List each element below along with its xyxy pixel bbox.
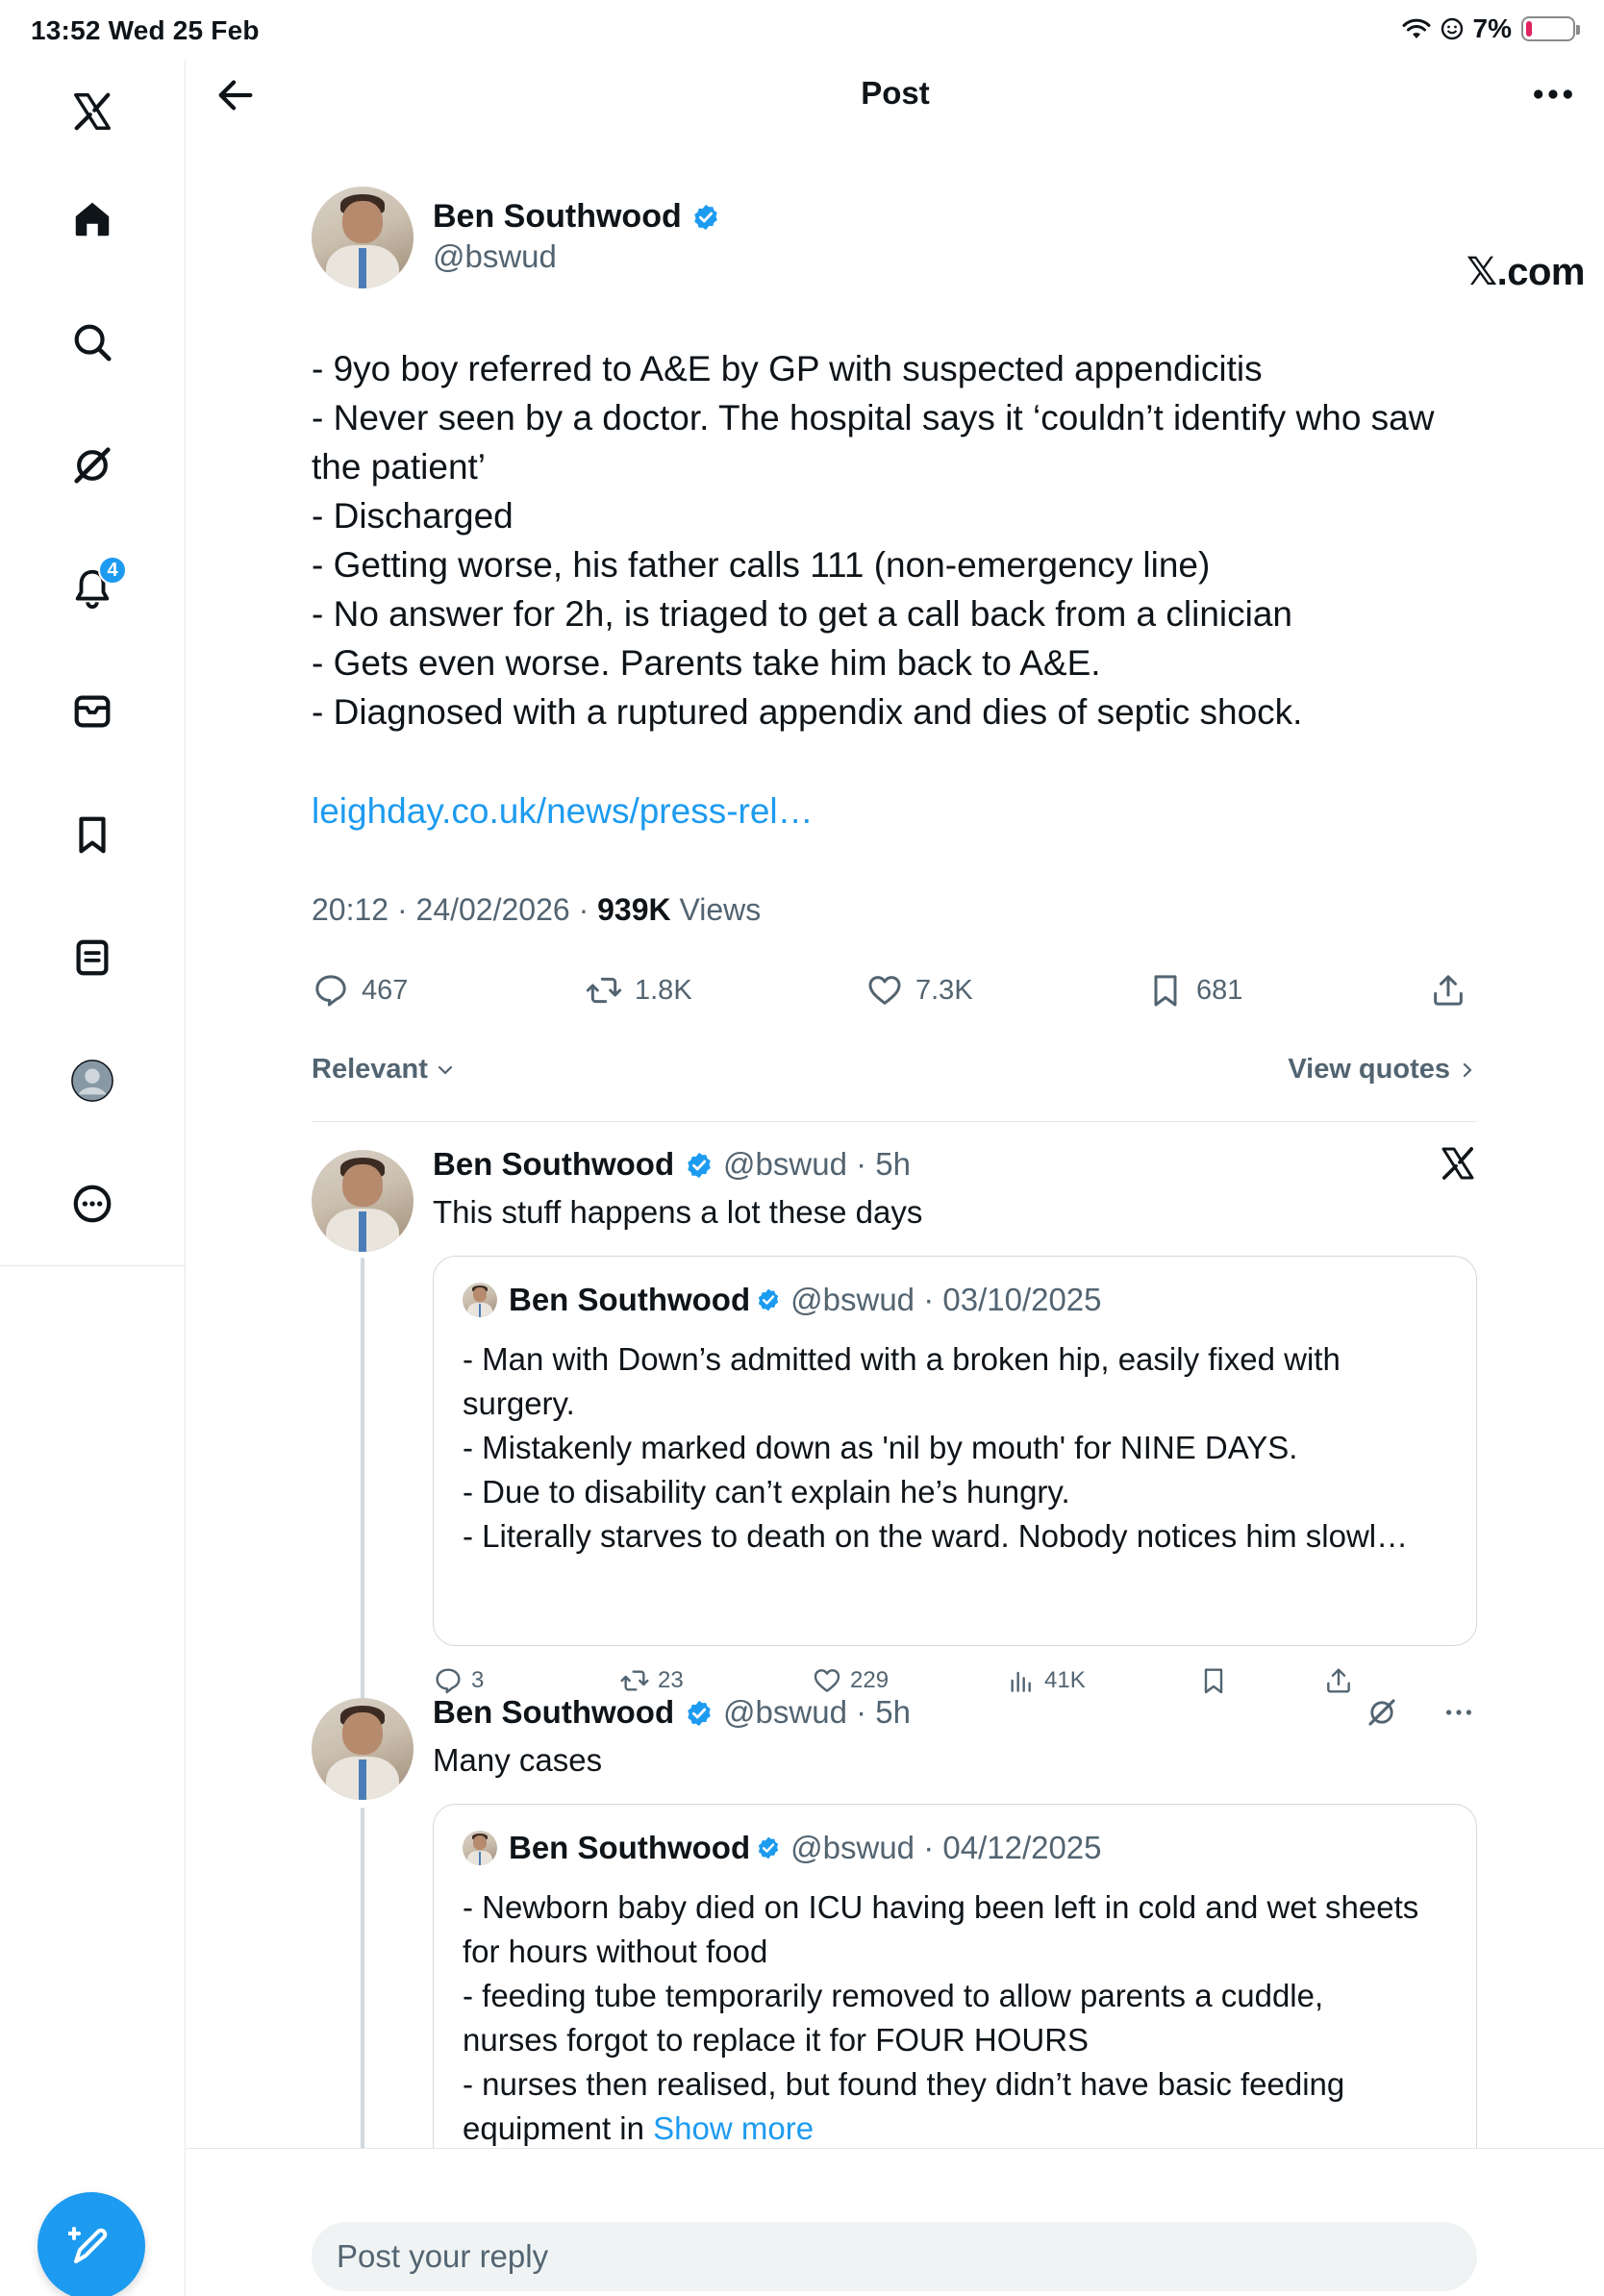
bookmark-icon <box>1146 971 1185 1010</box>
replies-divider <box>312 1121 1477 1122</box>
views-count: 41K <box>1044 1667 1086 1693</box>
show-more-link[interactable]: Show more <box>653 2110 815 2146</box>
quoted-post[interactable] <box>433 1804 1477 2188</box>
grok-icon[interactable] <box>63 437 121 494</box>
quoted-line-prefix: equipment in <box>463 2110 654 2146</box>
post-line: - Gets even worse. Parents take him back to A&E. <box>312 643 1101 683</box>
reply-bubble-icon <box>433 1665 464 1696</box>
repost-count: 1.8K <box>635 974 692 1006</box>
repost-button[interactable] <box>585 971 692 1010</box>
top-bar <box>187 60 1604 127</box>
quoted-header <box>463 1830 1102 1866</box>
post-line: - Discharged <box>312 496 514 536</box>
author-handle[interactable]: @bswud <box>433 238 557 274</box>
reply-author-name[interactable]: Ben Southwood <box>433 1146 675 1182</box>
post-detail-main <box>187 60 1604 2296</box>
reply-count: 3 <box>471 1667 485 1693</box>
status-bar <box>0 0 1604 60</box>
profile-avatar-icon[interactable] <box>63 1052 121 1110</box>
post-timestamp[interactable]: 20:12 · 24/02/2026 · <box>312 892 598 927</box>
post-line: the patient’ <box>312 447 487 487</box>
more-dots-icon[interactable] <box>1531 75 1575 113</box>
bookmark-icon <box>1198 1665 1229 1696</box>
quoted-last-line <box>463 2107 1451 2151</box>
page-title: Post <box>861 75 930 111</box>
quoted-line: surgery. <box>463 1385 575 1421</box>
messages-icon[interactable] <box>63 683 121 740</box>
reply-avatar[interactable] <box>312 1698 414 1800</box>
status-right <box>1402 13 1575 44</box>
chevron-right-icon <box>1456 1059 1479 1082</box>
post-line: - Never seen by a doctor. The hospital says it ‘couldn’t identify who saw <box>312 398 1435 437</box>
verified-badge-icon <box>685 1151 714 1180</box>
left-nav-rail <box>0 60 186 2296</box>
reply-author-name[interactable]: Ben Southwood <box>433 1694 675 1730</box>
post-line: - Diagnosed with a ruptured appendix and dies of septic shock. <box>312 692 1303 732</box>
author-avatar[interactable] <box>312 187 414 288</box>
author-name-row <box>433 198 720 236</box>
view-quotes-label: View quotes <box>1288 1054 1450 1085</box>
reply-handle-time: @bswud · 5h <box>723 1146 911 1182</box>
quoted-avatar <box>463 1283 497 1317</box>
reply-header <box>433 1146 911 1183</box>
reply-bubble-icon <box>312 971 350 1010</box>
quoted-line: nurses forgot to replace it for FOUR HOURS <box>463 2022 1090 2058</box>
views-count: 939K <box>597 892 671 927</box>
verified-badge-icon <box>691 203 720 232</box>
views-label: Views <box>670 892 762 927</box>
reply-handle-time: @bswud · 5h <box>723 1694 911 1730</box>
quoted-line: - Literally starves to death on the ward. Nobody notices him slowl… <box>463 1518 1409 1554</box>
post-link-row <box>312 786 1477 836</box>
share-button[interactable] <box>1323 1665 1354 1696</box>
reply-text: This stuff happens a lot these days <box>433 1194 923 1230</box>
post-body <box>312 344 1477 736</box>
bookmarks-icon[interactable] <box>63 806 121 863</box>
reply-button[interactable] <box>312 971 408 1010</box>
reply-text: Many cases <box>433 1742 603 1778</box>
reply-input[interactable] <box>312 2222 1477 2291</box>
lists-icon[interactable] <box>63 929 121 986</box>
quoted-header <box>463 1282 1102 1318</box>
post-link[interactable]: leighday.co.uk/news/press-rel… <box>312 791 814 831</box>
compose-post-button[interactable] <box>38 2192 145 2296</box>
quoted-line: - Man with Down’s admitted with a broken hip, easily fixed with <box>463 1341 1341 1377</box>
repost-icon <box>619 1665 650 1696</box>
x-logo-icon[interactable] <box>63 83 121 140</box>
like-count: 7.3K <box>915 974 973 1006</box>
x-logo-icon <box>1439 1144 1477 1183</box>
rail-divider <box>0 1265 185 1266</box>
sort-dropdown[interactable] <box>312 1054 457 1086</box>
heart-icon <box>812 1665 842 1696</box>
wifi-icon <box>1402 17 1431 40</box>
quoted-line: - Mistakenly marked down as 'nil by mouth' for NINE DAYS. <box>463 1430 1298 1465</box>
reply-count: 467 <box>362 974 409 1006</box>
grok-icon[interactable] <box>1366 1696 1398 1729</box>
like-count: 229 <box>850 1667 890 1693</box>
more-dots-icon[interactable] <box>1442 1700 1475 1725</box>
reply-button[interactable] <box>433 1665 484 1696</box>
quoted-line: - nurses then realised, but found they didn’t have basic feeding <box>463 2066 1345 2102</box>
reply-header <box>433 1694 911 1731</box>
views-button[interactable] <box>1006 1665 1086 1696</box>
verified-badge-icon <box>756 1287 781 1312</box>
quoted-line: for hours without food <box>463 1934 768 1969</box>
chevron-down-icon <box>434 1059 457 1082</box>
post-line: - Getting worse, his father calls 111 (non-emergency line) <box>312 545 1211 585</box>
bookmark-button[interactable] <box>1198 1665 1229 1696</box>
search-icon[interactable] <box>63 313 121 371</box>
repost-button[interactable] <box>619 1665 684 1696</box>
thread-line <box>361 1808 364 2150</box>
notifications-badge: 4 <box>98 556 127 585</box>
more-options-circle-icon[interactable] <box>63 1175 121 1233</box>
quoted-author-name: Ben Southwood <box>509 1282 751 1317</box>
bookmark-count: 681 <box>1196 974 1243 1006</box>
verified-badge-icon <box>756 1835 781 1860</box>
source-label: 𝕏.com <box>1466 251 1585 293</box>
status-time-date: 13:52 Wed 25 Feb <box>31 15 260 45</box>
post-line: - No answer for 2h, is triaged to get a call back from a clinician <box>312 594 1293 634</box>
quoted-line: - Due to disability can’t explain he’s hungry. <box>463 1474 1070 1510</box>
like-button[interactable] <box>865 971 973 1010</box>
thread-line <box>361 1258 364 1752</box>
battery-percent: 7% <box>1472 13 1512 43</box>
verified-badge-icon <box>685 1699 714 1728</box>
like-button[interactable] <box>812 1665 889 1696</box>
quoted-body <box>463 1337 1451 1559</box>
repost-icon <box>585 971 623 1010</box>
quoted-line: - feeding tube temporarily removed to allow parents a cuddle, <box>463 1978 1324 2013</box>
share-icon <box>1429 971 1467 1010</box>
compose-feather-icon <box>68 2223 114 2269</box>
view-quotes-link[interactable] <box>1288 1054 1479 1086</box>
bookmark-button[interactable] <box>1146 971 1242 1010</box>
analytics-bars-icon <box>1006 1665 1037 1696</box>
battery-icon <box>1521 16 1575 41</box>
sort-label: Relevant <box>312 1054 428 1085</box>
share-button[interactable] <box>1429 971 1467 1010</box>
quoted-post[interactable] <box>433 1256 1477 1646</box>
focus-smiley-icon <box>1441 17 1464 40</box>
repost-count: 23 <box>658 1667 684 1693</box>
post-actions <box>312 963 1477 1021</box>
notifications-bell-icon[interactable] <box>63 560 121 617</box>
post-line: - 9yo boy referred to A&E by GP with suspected appendicitis <box>312 349 1263 388</box>
home-icon[interactable] <box>63 190 121 248</box>
quoted-handle-date: @bswud · 03/10/2025 <box>790 1282 1102 1317</box>
quoted-avatar <box>463 1831 497 1865</box>
quoted-line: - Newborn baby died on ICU having been left in cold and wet sheets <box>463 1889 1419 1925</box>
heart-icon <box>865 971 904 1010</box>
post-meta <box>312 892 1477 928</box>
share-icon <box>1323 1665 1354 1696</box>
quoted-author-name: Ben Southwood <box>509 1830 751 1865</box>
quoted-handle-date: @bswud · 04/12/2025 <box>790 1830 1102 1865</box>
author-name[interactable]: Ben Southwood <box>433 198 682 235</box>
reply-composer-bar <box>187 2148 1604 2296</box>
reply-avatar[interactable] <box>312 1150 414 1252</box>
quoted-body <box>463 1885 1451 2151</box>
